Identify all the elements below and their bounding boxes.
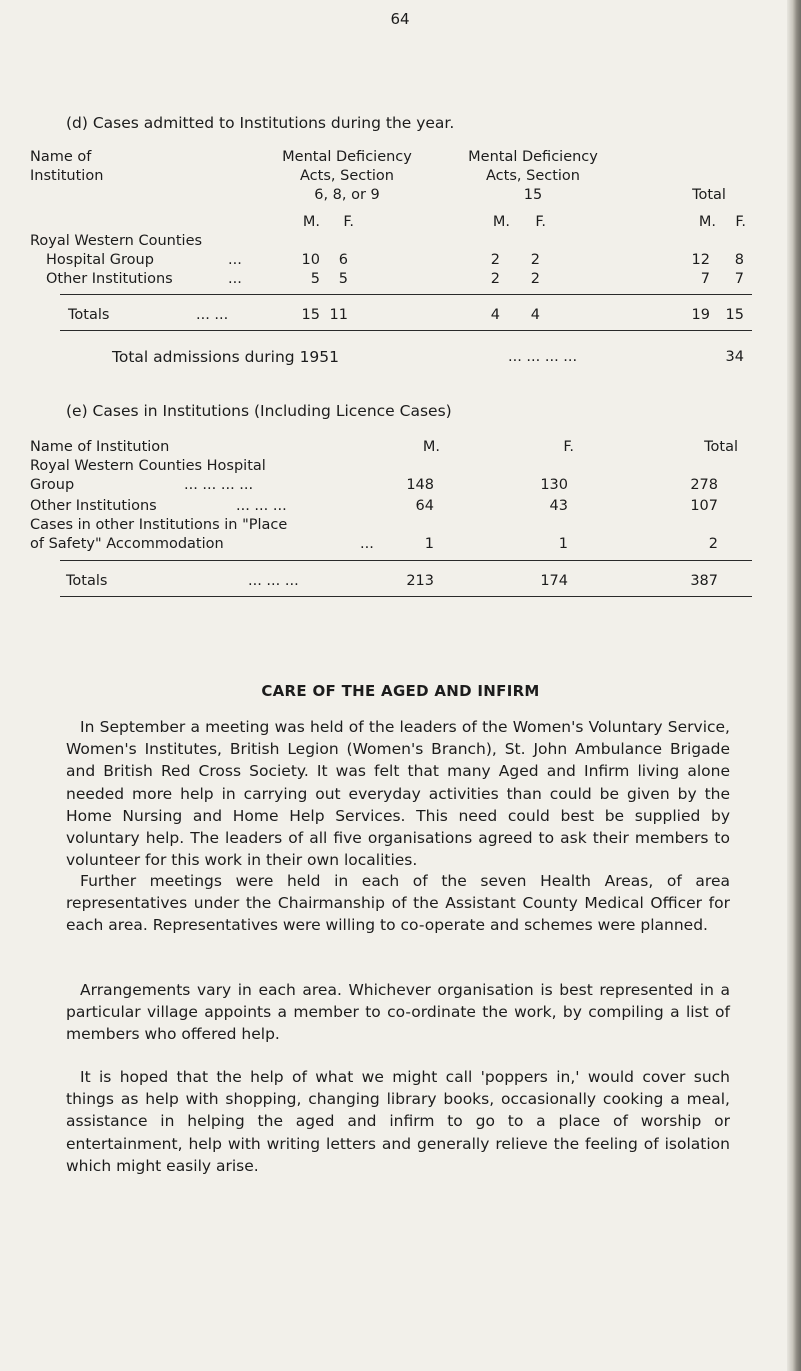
e-row-m: 64 xyxy=(415,498,434,514)
e-header-f: F. xyxy=(563,439,574,455)
d-header-a-2: Acts, Section xyxy=(300,168,394,184)
e-totals-f: 174 xyxy=(540,573,568,589)
d-row-dots: ... xyxy=(228,271,242,287)
d-row-a-f: 5 xyxy=(338,271,348,287)
d-header-b-1: Mental Deficiency xyxy=(468,149,598,165)
d-row-name-2: Hospital Group xyxy=(46,252,154,268)
d-row-t-m: 12 xyxy=(691,252,710,268)
d-header-t-m: M. xyxy=(698,214,716,230)
e-rule-top xyxy=(60,560,752,561)
d-rule-bottom xyxy=(60,330,752,331)
e-row-total: 2 xyxy=(708,536,718,552)
e-row-dots: ... ... ... ... xyxy=(184,477,254,493)
section-e-title: (e) Cases in Institutions (Including Licence Cases) xyxy=(66,402,452,420)
e-header-name: Name of Institution xyxy=(30,439,170,455)
d-totals-t-m: 19 xyxy=(691,307,710,323)
e-row-name-1: Royal Western Counties Hospital xyxy=(30,458,266,474)
e-header-total: Total xyxy=(704,439,738,455)
d-header-name-1: Name of xyxy=(30,149,92,165)
section-d-title: (d) Cases admitted to Institutions during the year. xyxy=(66,114,455,132)
d-header-b-m: M. xyxy=(492,214,510,230)
e-row-dots: ... ... ... xyxy=(236,498,287,514)
d-row-b-m: 2 xyxy=(490,271,500,287)
e-row-name-2: Group xyxy=(30,477,75,493)
d-header-b-3: 15 xyxy=(523,187,543,203)
e-row-total: 278 xyxy=(690,477,718,493)
d-totals-b-f: 4 xyxy=(530,307,540,323)
total-admissions-label: Total admissions during 1951 xyxy=(112,348,340,366)
d-header-b-2: Acts, Section xyxy=(486,168,580,184)
d-row-b-m: 2 xyxy=(490,252,500,268)
e-rule-bottom xyxy=(60,596,752,597)
d-header-a-1: Mental Deficiency xyxy=(282,149,412,165)
page-number: 64 xyxy=(390,10,410,28)
d-row-name-2: Other Institutions xyxy=(46,271,173,287)
d-row-t-f: 7 xyxy=(734,271,744,287)
d-row-a-f: 6 xyxy=(338,252,348,268)
paragraph: In September a meeting was held of the leaders of the Women's Voluntary Service, Women's Institutes, British Legion (Women's Branch), St. John Ambulance Brigade and British Red Cross Society. It was felt that many Aged and Infirm living alone needed more help in carrying out everyday activities than could be given by the Home Nursing and Home Help Services. This need could best be supplied by voluntary help. The leaders of all five organisations agreed to ask their members to volunteer for this work in their own localities. xyxy=(66,718,730,870)
d-header-a-3: 6, 8, or 9 xyxy=(314,187,380,203)
paragraph: Further meetings were held in each of the seven Health Areas, of area representatives under the Chairmanship of the Assistant County Medical Officer for each area. Representatives were willing to co-operate and schemes were planned. xyxy=(66,872,730,935)
d-row-dots: ... xyxy=(228,252,242,268)
d-row-b-f: 2 xyxy=(530,252,540,268)
e-header-m: M. xyxy=(422,439,440,455)
d-row-a-m: 10 xyxy=(301,252,320,268)
e-row-f: 1 xyxy=(558,536,568,552)
d-rule-top xyxy=(60,294,752,295)
d-row-b-f: 2 xyxy=(530,271,540,287)
total-admissions-dots: ... ... ... ... xyxy=(508,349,578,365)
d-header-total: Total xyxy=(692,187,726,203)
paragraph: It is hoped that the help of what we might call 'poppers in,' would cover such things as help with shopping, changing library books, occasionally cooking a meal, assistance in helping the aged and infirm to go to a place of worship or entertainment, help with writing letters and generally relieve the feeling of isolation which might easily arise. xyxy=(66,1068,730,1175)
e-row-dots: ... xyxy=(360,536,374,552)
e-totals-dots: ... ... ... xyxy=(248,573,299,589)
section-heading: CARE OF THE AGED AND INFIRM xyxy=(261,682,540,700)
e-row-f: 130 xyxy=(540,477,568,493)
total-admissions-value: 34 xyxy=(725,349,744,365)
e-row-m: 1 xyxy=(424,536,434,552)
d-row-a-m: 5 xyxy=(310,271,320,287)
d-header-t-f: F. xyxy=(735,214,746,230)
e-row-name-1: Cases in other Institutions in "Place xyxy=(30,517,288,533)
d-totals-dots: ... ... xyxy=(196,307,229,323)
d-totals-label: Totals xyxy=(68,307,110,323)
e-row-name-2: Other Institutions xyxy=(30,498,157,514)
e-row-total: 107 xyxy=(690,498,718,514)
d-totals-b-m: 4 xyxy=(490,307,500,323)
d-row-name-1: Royal Western Counties xyxy=(30,233,203,249)
e-totals-m: 213 xyxy=(406,573,434,589)
e-row-name-2: of Safety" Accommodation xyxy=(30,536,224,552)
d-header-b-f: F. xyxy=(535,214,546,230)
d-header-a-m: M. xyxy=(302,214,320,230)
e-row-m: 148 xyxy=(406,477,434,493)
d-header-a-f: F. xyxy=(343,214,354,230)
d-totals-a-f: 11 xyxy=(329,307,348,323)
e-totals-total: 387 xyxy=(690,573,718,589)
d-row-t-f: 8 xyxy=(734,252,744,268)
e-row-f: 43 xyxy=(549,498,568,514)
d-totals-a-m: 15 xyxy=(301,307,320,323)
paragraph: Arrangements vary in each area. Whichever organisation is best represented in a particular village appoints a member to co-ordinate the work, by compiling a list of members who offered help. xyxy=(66,981,730,1044)
e-totals-label: Totals xyxy=(66,573,108,589)
d-row-t-m: 7 xyxy=(700,271,710,287)
d-header-name-2: Institution xyxy=(30,168,104,184)
d-totals-t-f: 15 xyxy=(725,307,744,323)
